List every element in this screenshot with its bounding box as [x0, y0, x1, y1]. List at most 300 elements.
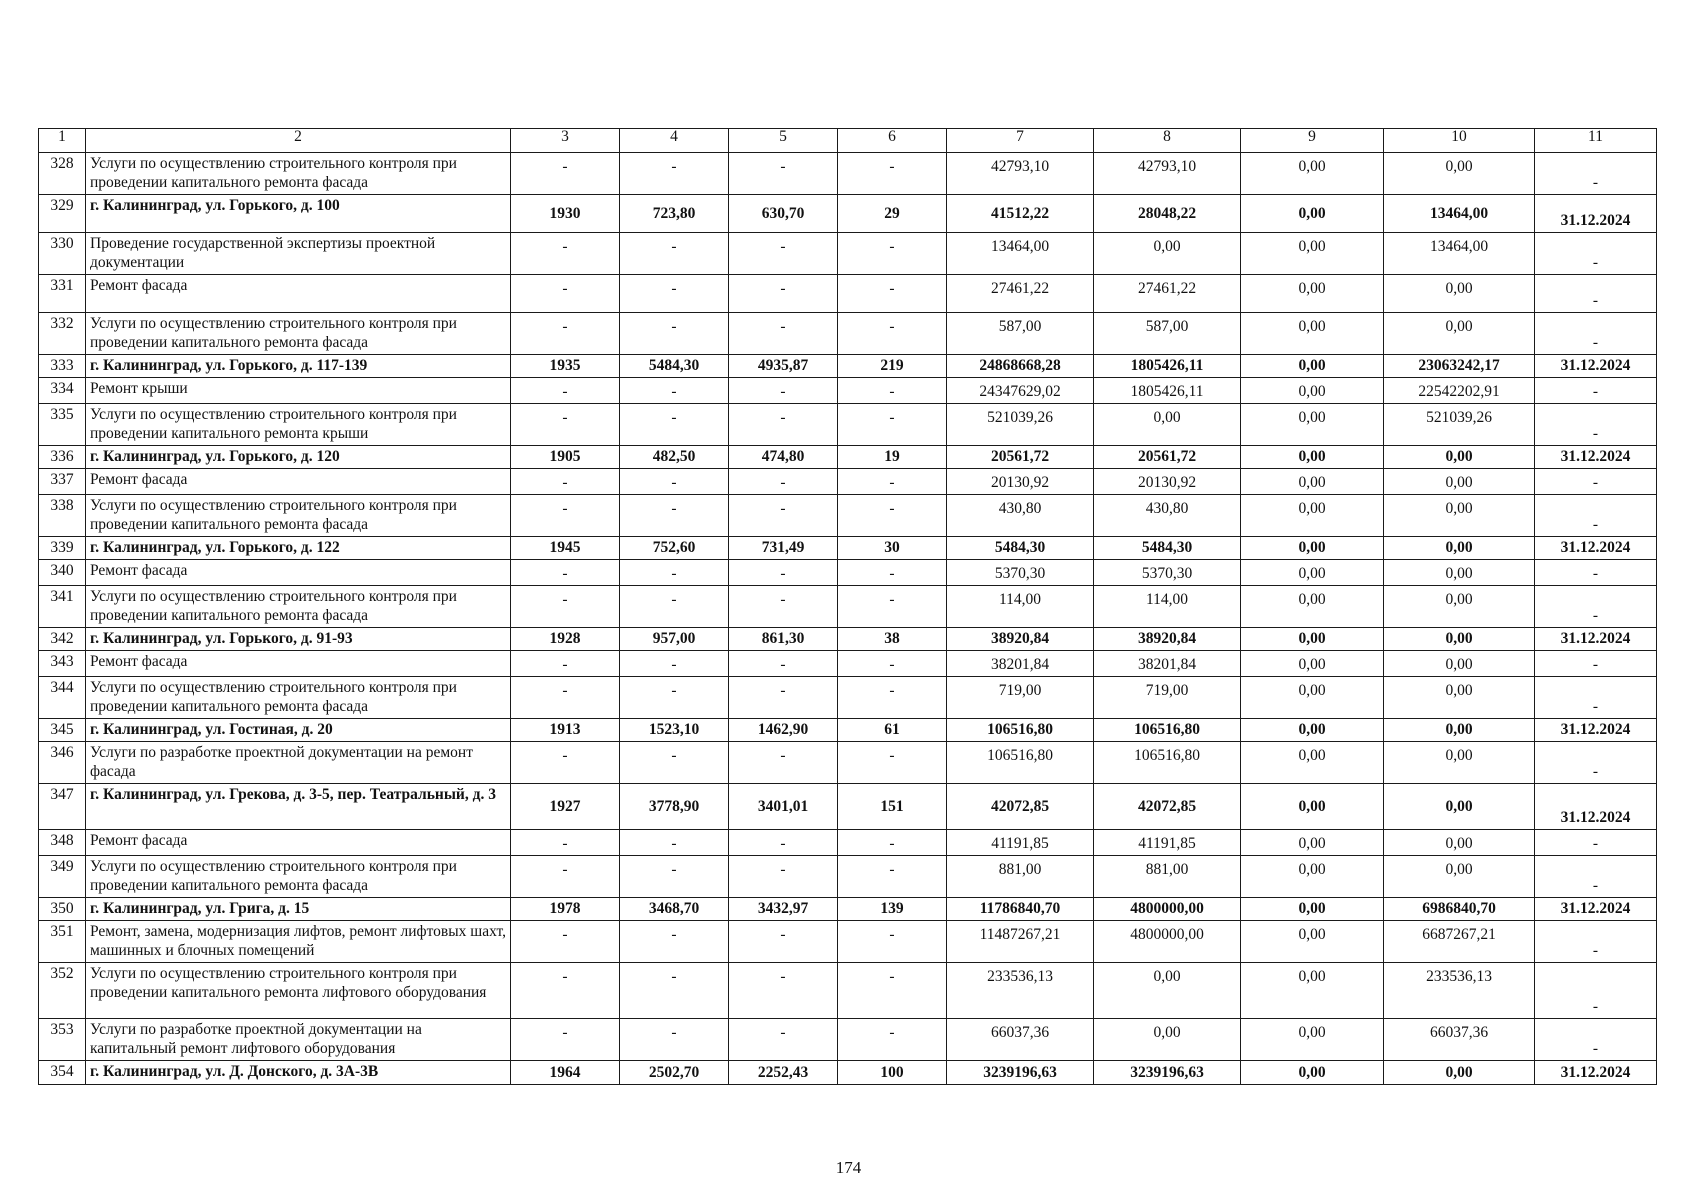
value-cell: 4800000,00: [1094, 898, 1241, 921]
value-cell: 13464,00: [1384, 195, 1535, 233]
value-cell: 0,00: [1384, 275, 1535, 313]
value-cell: 0,00: [1384, 537, 1535, 560]
value-cell: -: [838, 963, 947, 1019]
value-cell: 5370,30: [947, 560, 1094, 586]
value-cell: -: [511, 378, 620, 404]
value-cell: 521039,26: [947, 404, 1094, 446]
work-description-cell: Услуги по осуществлению строительного контроля при проведении капитального ремонта фасада: [86, 313, 511, 355]
value-cell: 0,00: [1241, 446, 1384, 469]
value-cell: 1964: [511, 1061, 620, 1085]
value-cell: 587,00: [947, 313, 1094, 355]
value-cell: -: [511, 921, 620, 963]
address-cell: г. Калининград, ул. Гостиная, д. 20: [86, 719, 511, 742]
work-item-row: [39, 856, 1657, 898]
value-cell: -: [620, 233, 729, 275]
value-cell: 0,00: [1384, 469, 1535, 495]
value-cell: -: [729, 921, 838, 963]
value-cell: -: [620, 651, 729, 677]
row-number-cell: 336: [39, 446, 86, 469]
value-cell: -: [511, 651, 620, 677]
column-number-header: 4: [620, 129, 729, 153]
value-cell: 27461,22: [947, 275, 1094, 313]
work-item-row: [39, 921, 1657, 963]
value-cell: -: [838, 560, 947, 586]
address-row: [39, 1061, 1657, 1085]
row-number-cell: 343: [39, 651, 86, 677]
value-cell: 1523,10: [620, 719, 729, 742]
work-item-row: [39, 233, 1657, 275]
work-description-cell: Ремонт крыши: [86, 378, 511, 404]
value-cell: 28048,22: [1094, 195, 1241, 233]
completion-date-cell: -: [1535, 921, 1657, 963]
value-cell: 1462,90: [729, 719, 838, 742]
page-number: 174: [835, 1158, 862, 1177]
value-cell: 0,00: [1241, 628, 1384, 651]
value-cell: 0,00: [1241, 651, 1384, 677]
row-number-cell: 332: [39, 313, 86, 355]
row-number-cell: 349: [39, 856, 86, 898]
value-cell: 13464,00: [1384, 233, 1535, 275]
value-cell: 0,00: [1241, 830, 1384, 856]
completion-date-cell: -: [1535, 963, 1657, 1019]
value-cell: 0,00: [1241, 378, 1384, 404]
value-cell: 1945: [511, 537, 620, 560]
address-row: [39, 195, 1657, 233]
value-cell: 0,00: [1094, 963, 1241, 1019]
value-cell: 38920,84: [1094, 628, 1241, 651]
completion-date-cell: -: [1535, 651, 1657, 677]
value-cell: -: [838, 469, 947, 495]
work-description-cell: Услуги по осуществлению строительного контроля при проведении капитального ремонта лифтового оборудования: [86, 963, 511, 1019]
value-cell: 3239196,63: [947, 1061, 1094, 1085]
value-cell: -: [838, 404, 947, 446]
value-cell: 219: [838, 355, 947, 378]
value-cell: 38920,84: [947, 628, 1094, 651]
completion-date-cell: -: [1535, 677, 1657, 719]
value-cell: 0,00: [1241, 404, 1384, 446]
completion-date-cell: -: [1535, 404, 1657, 446]
value-cell: -: [620, 677, 729, 719]
value-cell: -: [511, 153, 620, 195]
value-cell: 2502,70: [620, 1061, 729, 1085]
value-cell: 2252,43: [729, 1061, 838, 1085]
value-cell: 474,80: [729, 446, 838, 469]
value-cell: -: [729, 856, 838, 898]
value-cell: -: [511, 830, 620, 856]
value-cell: 24347629,02: [947, 378, 1094, 404]
value-cell: 1805426,11: [1094, 355, 1241, 378]
column-number-header: 3: [511, 129, 620, 153]
value-cell: 13464,00: [947, 233, 1094, 275]
value-cell: -: [511, 313, 620, 355]
work-item-row: [39, 313, 1657, 355]
work-item-row: [39, 560, 1657, 586]
value-cell: -: [729, 963, 838, 1019]
value-cell: -: [511, 677, 620, 719]
value-cell: 0,00: [1384, 586, 1535, 628]
column-number-header: 11: [1535, 129, 1657, 153]
value-cell: -: [511, 1019, 620, 1061]
row-number-cell: 330: [39, 233, 86, 275]
completion-date-cell: -: [1535, 560, 1657, 586]
value-cell: -: [729, 742, 838, 784]
completion-date-cell: -: [1535, 313, 1657, 355]
value-cell: -: [729, 677, 838, 719]
value-cell: 5484,30: [1094, 537, 1241, 560]
work-item-row: [39, 495, 1657, 537]
value-cell: 4800000,00: [1094, 921, 1241, 963]
work-item-row: [39, 153, 1657, 195]
value-cell: -: [620, 963, 729, 1019]
value-cell: -: [620, 275, 729, 313]
address-cell: г. Калининград, ул. Горького, д. 120: [86, 446, 511, 469]
value-cell: 0,00: [1241, 153, 1384, 195]
completion-date-cell: 31.12.2024: [1535, 355, 1657, 378]
row-number-cell: 340: [39, 560, 86, 586]
value-cell: 0,00: [1241, 677, 1384, 719]
value-cell: 1928: [511, 628, 620, 651]
value-cell: 38201,84: [947, 651, 1094, 677]
value-cell: 0,00: [1241, 495, 1384, 537]
address-row: [39, 446, 1657, 469]
value-cell: 0,00: [1241, 898, 1384, 921]
work-item-row: [39, 1019, 1657, 1061]
value-cell: 0,00: [1241, 586, 1384, 628]
completion-date-cell: 31.12.2024: [1535, 446, 1657, 469]
value-cell: -: [838, 921, 947, 963]
value-cell: 0,00: [1384, 719, 1535, 742]
value-cell: 41512,22: [947, 195, 1094, 233]
value-cell: 0,00: [1241, 195, 1384, 233]
address-cell: г. Калининград, ул. Горького, д. 117-139: [86, 355, 511, 378]
address-cell: г. Калининград, ул. Горького, д. 122: [86, 537, 511, 560]
value-cell: 41191,85: [1094, 830, 1241, 856]
value-cell: 106516,80: [1094, 742, 1241, 784]
value-cell: 5484,30: [620, 355, 729, 378]
work-item-row: [39, 963, 1657, 1019]
value-cell: -: [620, 153, 729, 195]
row-number-cell: 348: [39, 830, 86, 856]
value-cell: 38: [838, 628, 947, 651]
value-cell: 0,00: [1384, 446, 1535, 469]
row-number-cell: 350: [39, 898, 86, 921]
value-cell: 22542202,91: [1384, 378, 1535, 404]
value-cell: 106516,80: [947, 742, 1094, 784]
value-cell: 27461,22: [1094, 275, 1241, 313]
value-cell: 41191,85: [947, 830, 1094, 856]
value-cell: 861,30: [729, 628, 838, 651]
value-cell: 11786840,70: [947, 898, 1094, 921]
value-cell: -: [620, 856, 729, 898]
value-cell: -: [729, 560, 838, 586]
value-cell: -: [729, 378, 838, 404]
row-number-cell: 337: [39, 469, 86, 495]
work-description-cell: Услуги по осуществлению строительного контроля при проведении капитального ремонта фасада: [86, 856, 511, 898]
value-cell: 6986840,70: [1384, 898, 1535, 921]
value-cell: 881,00: [1094, 856, 1241, 898]
address-cell: г. Калининград, ул. Д. Донского, д. 3А-3В: [86, 1061, 511, 1085]
value-cell: -: [838, 153, 947, 195]
value-cell: -: [620, 1019, 729, 1061]
value-cell: 430,80: [947, 495, 1094, 537]
value-cell: 587,00: [1094, 313, 1241, 355]
value-cell: -: [620, 469, 729, 495]
row-number-cell: 353: [39, 1019, 86, 1061]
value-cell: -: [511, 963, 620, 1019]
value-cell: -: [838, 742, 947, 784]
value-cell: 3401,01: [729, 784, 838, 830]
completion-date-cell: 31.12.2024: [1535, 195, 1657, 233]
value-cell: 482,50: [620, 446, 729, 469]
work-item-row: [39, 677, 1657, 719]
completion-date-cell: -: [1535, 586, 1657, 628]
value-cell: 139: [838, 898, 947, 921]
value-cell: 1913: [511, 719, 620, 742]
value-cell: 106516,80: [1094, 719, 1241, 742]
value-cell: -: [729, 233, 838, 275]
value-cell: -: [620, 830, 729, 856]
work-item-row: [39, 742, 1657, 784]
table-header-row: [39, 129, 1657, 153]
address-cell: г. Калининград, ул. Горького, д. 91-93: [86, 628, 511, 651]
value-cell: 1905: [511, 446, 620, 469]
completion-date-cell: -: [1535, 275, 1657, 313]
work-item-row: [39, 275, 1657, 313]
value-cell: -: [620, 495, 729, 537]
row-number-cell: 338: [39, 495, 86, 537]
address-row: [39, 719, 1657, 742]
value-cell: -: [838, 275, 947, 313]
row-number-cell: 328: [39, 153, 86, 195]
value-cell: 723,80: [620, 195, 729, 233]
value-cell: 42072,85: [947, 784, 1094, 830]
value-cell: -: [729, 1019, 838, 1061]
value-cell: 24868668,28: [947, 355, 1094, 378]
value-cell: 3778,90: [620, 784, 729, 830]
value-cell: 114,00: [947, 586, 1094, 628]
work-description-cell: Ремонт фасада: [86, 560, 511, 586]
value-cell: 0,00: [1384, 1061, 1535, 1085]
work-item-row: [39, 586, 1657, 628]
value-cell: 4935,87: [729, 355, 838, 378]
column-number-header: 2: [86, 129, 511, 153]
work-description-cell: Услуги по разработке проектной документации на капитальный ремонт лифтового оборудования: [86, 1019, 511, 1061]
value-cell: 30: [838, 537, 947, 560]
value-cell: 957,00: [620, 628, 729, 651]
value-cell: -: [511, 742, 620, 784]
value-cell: 0,00: [1241, 313, 1384, 355]
completion-date-cell: -: [1535, 1019, 1657, 1061]
value-cell: 11487267,21: [947, 921, 1094, 963]
value-cell: 1978: [511, 898, 620, 921]
value-cell: 731,49: [729, 537, 838, 560]
address-cell: г. Калининград, ул. Грига, д. 15: [86, 898, 511, 921]
value-cell: -: [729, 153, 838, 195]
column-number-header: 9: [1241, 129, 1384, 153]
work-item-row: [39, 651, 1657, 677]
value-cell: 1927: [511, 784, 620, 830]
value-cell: -: [511, 495, 620, 537]
address-cell: г. Калининград, ул. Горького, д. 100: [86, 195, 511, 233]
completion-date-cell: -: [1535, 495, 1657, 537]
completion-date-cell: -: [1535, 378, 1657, 404]
value-cell: 233536,13: [947, 963, 1094, 1019]
column-number-header: 6: [838, 129, 947, 153]
column-number-header: 7: [947, 129, 1094, 153]
value-cell: 0,00: [1241, 1019, 1384, 1061]
value-cell: 20130,92: [1094, 469, 1241, 495]
value-cell: 151: [838, 784, 947, 830]
value-cell: -: [729, 586, 838, 628]
column-number-header: 1: [39, 129, 86, 153]
completion-date-cell: -: [1535, 830, 1657, 856]
value-cell: 430,80: [1094, 495, 1241, 537]
work-description-cell: Услуги по осуществлению строительного контроля при проведении капитального ремонта фасада: [86, 677, 511, 719]
completion-date-cell: 31.12.2024: [1535, 784, 1657, 830]
value-cell: 6687267,21: [1384, 921, 1535, 963]
value-cell: 1805426,11: [1094, 378, 1241, 404]
row-number-cell: 352: [39, 963, 86, 1019]
value-cell: 1935: [511, 355, 620, 378]
value-cell: 0,00: [1384, 784, 1535, 830]
value-cell: -: [838, 1019, 947, 1061]
completion-date-cell: 31.12.2024: [1535, 1061, 1657, 1085]
value-cell: 0,00: [1094, 404, 1241, 446]
value-cell: -: [620, 921, 729, 963]
completion-date-cell: 31.12.2024: [1535, 628, 1657, 651]
value-cell: 114,00: [1094, 586, 1241, 628]
value-cell: -: [511, 586, 620, 628]
value-cell: -: [511, 560, 620, 586]
value-cell: -: [729, 404, 838, 446]
value-cell: 3239196,63: [1094, 1061, 1241, 1085]
value-cell: 1930: [511, 195, 620, 233]
completion-date-cell: -: [1535, 153, 1657, 195]
value-cell: 0,00: [1384, 856, 1535, 898]
value-cell: 29: [838, 195, 947, 233]
row-number-cell: 351: [39, 921, 86, 963]
value-cell: 106516,80: [947, 719, 1094, 742]
value-cell: -: [620, 586, 729, 628]
row-number-cell: 347: [39, 784, 86, 830]
address-row: [39, 628, 1657, 651]
value-cell: 0,00: [1241, 742, 1384, 784]
row-number-cell: 346: [39, 742, 86, 784]
value-cell: -: [511, 469, 620, 495]
value-cell: -: [729, 469, 838, 495]
value-cell: 233536,13: [1384, 963, 1535, 1019]
capital-repair-table: [38, 128, 1657, 1085]
value-cell: -: [838, 313, 947, 355]
work-description-cell: Ремонт фасада: [86, 651, 511, 677]
completion-date-cell: -: [1535, 856, 1657, 898]
row-number-cell: 331: [39, 275, 86, 313]
value-cell: 719,00: [1094, 677, 1241, 719]
value-cell: 100: [838, 1061, 947, 1085]
column-number-header: 5: [729, 129, 838, 153]
value-cell: 42072,85: [1094, 784, 1241, 830]
value-cell: 0,00: [1384, 313, 1535, 355]
value-cell: 0,00: [1241, 233, 1384, 275]
value-cell: -: [620, 404, 729, 446]
work-description-cell: Ремонт фасада: [86, 830, 511, 856]
value-cell: 0,00: [1241, 469, 1384, 495]
value-cell: 0,00: [1241, 856, 1384, 898]
value-cell: 0,00: [1241, 560, 1384, 586]
value-cell: -: [838, 856, 947, 898]
address-row: [39, 784, 1657, 830]
value-cell: 0,00: [1241, 537, 1384, 560]
row-number-cell: 334: [39, 378, 86, 404]
row-number-cell: 339: [39, 537, 86, 560]
value-cell: 0,00: [1384, 830, 1535, 856]
value-cell: 20561,72: [947, 446, 1094, 469]
value-cell: -: [729, 651, 838, 677]
value-cell: -: [511, 233, 620, 275]
work-item-row: [39, 469, 1657, 495]
completion-date-cell: -: [1535, 469, 1657, 495]
value-cell: -: [838, 677, 947, 719]
value-cell: 0,00: [1241, 275, 1384, 313]
value-cell: 66037,36: [1384, 1019, 1535, 1061]
value-cell: 0,00: [1094, 233, 1241, 275]
completion-date-cell: -: [1535, 233, 1657, 275]
value-cell: 0,00: [1241, 355, 1384, 378]
address-cell: г. Калининград, ул. Грекова, д. 3-5, пер. Театральный, д. 3: [86, 784, 511, 830]
value-cell: 0,00: [1241, 921, 1384, 963]
value-cell: -: [838, 586, 947, 628]
value-cell: -: [838, 651, 947, 677]
value-cell: -: [620, 313, 729, 355]
value-cell: 0,00: [1384, 677, 1535, 719]
value-cell: 0,00: [1241, 1061, 1384, 1085]
address-row: [39, 355, 1657, 378]
work-description-cell: Ремонт фасада: [86, 469, 511, 495]
value-cell: -: [511, 275, 620, 313]
value-cell: 42793,10: [947, 153, 1094, 195]
value-cell: -: [620, 742, 729, 784]
value-cell: 0,00: [1241, 719, 1384, 742]
completion-date-cell: 31.12.2024: [1535, 719, 1657, 742]
value-cell: 752,60: [620, 537, 729, 560]
value-cell: -: [729, 830, 838, 856]
value-cell: -: [838, 495, 947, 537]
value-cell: 0,00: [1094, 1019, 1241, 1061]
value-cell: 719,00: [947, 677, 1094, 719]
value-cell: 3432,97: [729, 898, 838, 921]
work-description-cell: Услуги по осуществлению строительного контроля при проведении капитального ремонта крыши: [86, 404, 511, 446]
row-number-cell: 341: [39, 586, 86, 628]
value-cell: 0,00: [1384, 628, 1535, 651]
value-cell: 881,00: [947, 856, 1094, 898]
value-cell: -: [838, 830, 947, 856]
work-description-cell: Услуги по осуществлению строительного контроля при проведении капитального ремонта фасада: [86, 153, 511, 195]
value-cell: -: [729, 313, 838, 355]
value-cell: 20561,72: [1094, 446, 1241, 469]
value-cell: 0,00: [1241, 784, 1384, 830]
row-number-cell: 329: [39, 195, 86, 233]
value-cell: 0,00: [1384, 742, 1535, 784]
value-cell: -: [511, 856, 620, 898]
value-cell: -: [620, 560, 729, 586]
value-cell: 19: [838, 446, 947, 469]
column-number-header: 10: [1384, 129, 1535, 153]
value-cell: -: [729, 495, 838, 537]
value-cell: 0,00: [1384, 153, 1535, 195]
work-description-cell: Ремонт фасада: [86, 275, 511, 313]
value-cell: 23063242,17: [1384, 355, 1535, 378]
work-description-cell: Проведение государственной экспертизы проектной документации: [86, 233, 511, 275]
